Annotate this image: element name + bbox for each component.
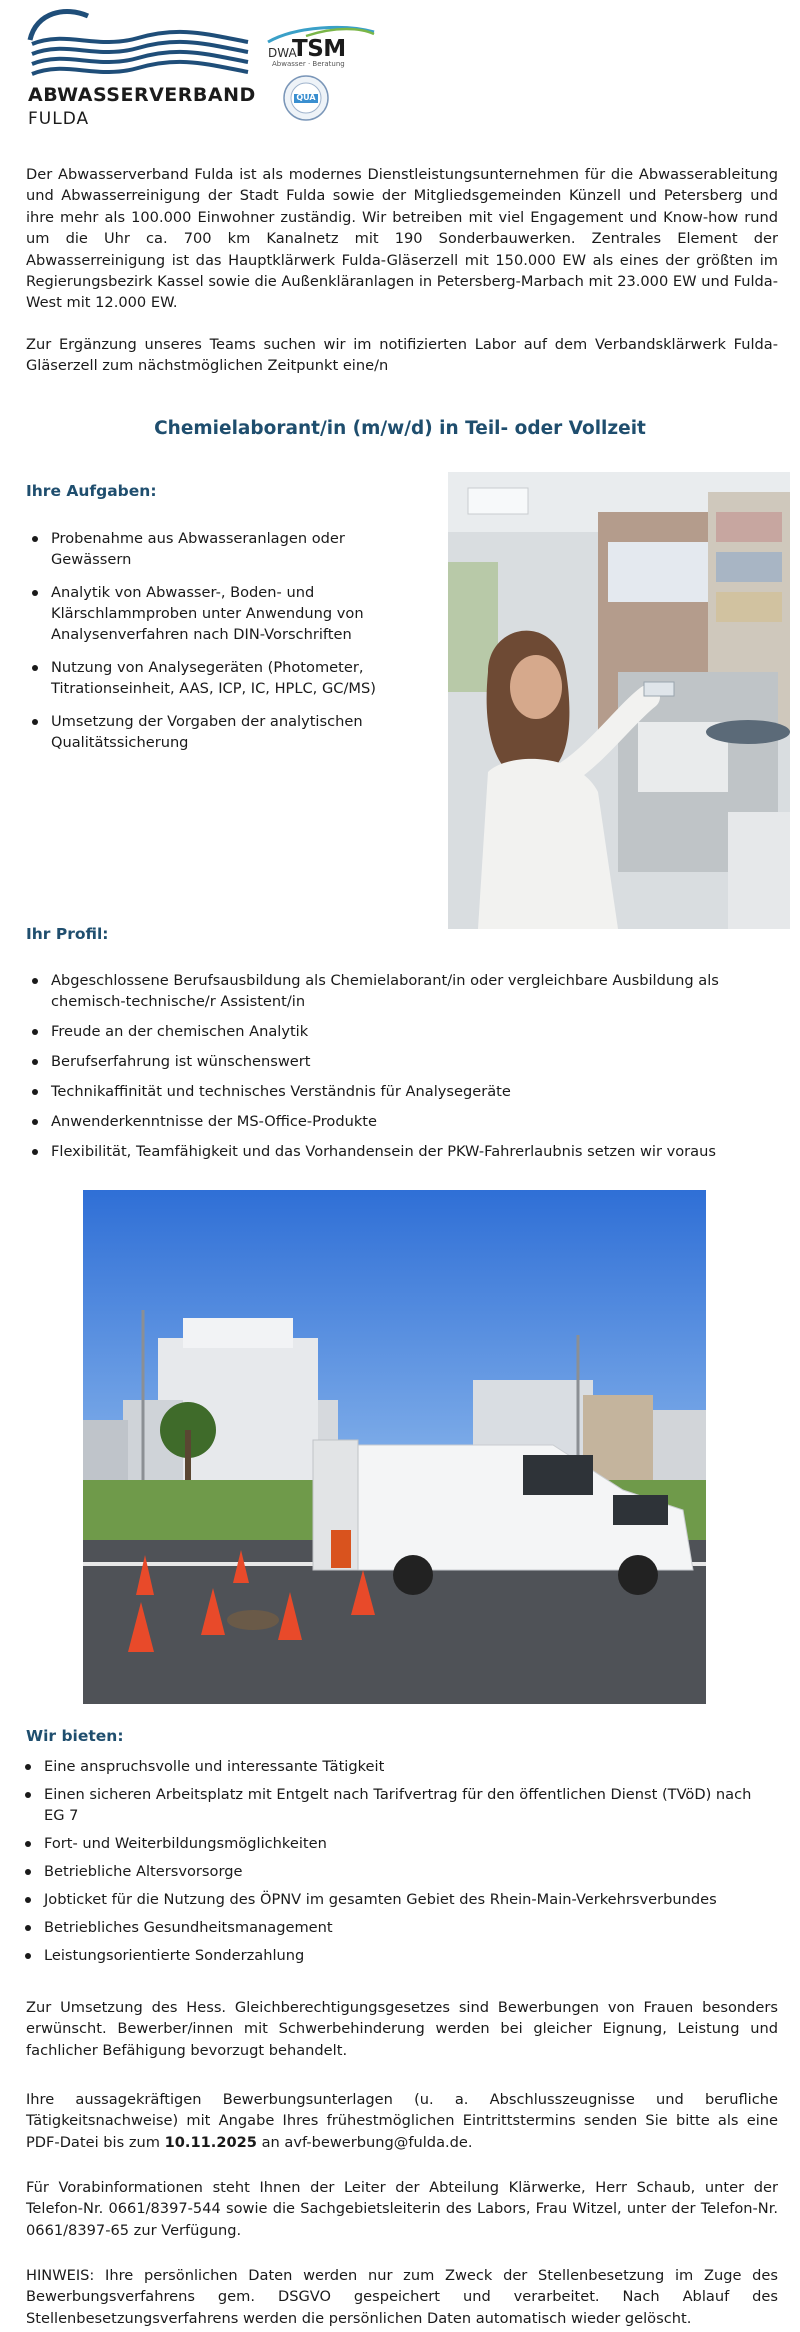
tasks-heading: Ihre Aufgaben: <box>26 482 157 500</box>
offer-heading: Wir bieten: <box>26 1727 124 1745</box>
profile-item <box>26 1141 778 1162</box>
profile-item <box>26 1051 778 1072</box>
application-email[interactable]: an avf-bewerbung@fulda.de. <box>261 2133 473 2151</box>
intro-paragraph: Der Abwasserverband Fulda ist als modernes Dienstleistungsunternehmen für die Abwasserableitung und Abwasserreinigung der Stadt Fulda sowie der Mitgliedsgemeinden Künzell und Petersberg und ihre mehr als 100.000 Einwohner zuständig. Wir betreiben mit viel Engagement und Know-how rund um die Uhr ca. 700 km Kanalnetz mit 190 Sonderbauwerken. Zentrales Element der Abwasserreinigung ist das Hauptklärwerk Fulda-Gläserzell mit 150.000 EW als eines der größten im Regierungsbezirk Kassel sowie die Außenkläranlagen in Petersberg-Marbach mit 23.000 EW und Fulda-West mit 12.000 EW. <box>26 166 778 312</box>
offer-item-text: Leistungsorientierte Sonderzahlung <box>44 1947 305 1964</box>
seal-label: QUA <box>296 93 316 102</box>
org-name: ABWASSERVERBAND <box>28 84 256 106</box>
tsm-badge <box>266 24 376 70</box>
org-city: FULDA <box>28 109 90 129</box>
tasks-item <box>26 657 426 699</box>
offer-item-text: Betriebliches Gesundheitsmanagement <box>44 1919 333 1936</box>
offer-item-text: Fort- und Weiterbildungsmöglichkeiten <box>44 1835 327 1852</box>
equality-paragraph: Zur Umsetzung des Hess. Gleichberechtigungsgesetzes sind Bewerbungen von Frauen besonders erwünscht. Bewerber/innen mit Schwerbehinderung werden bei gleicher Eignung, Leistung und fachlicher Befähigung bevorzugt behandelt. <box>26 1999 778 2059</box>
profile-item <box>26 1081 778 1102</box>
tasks-item <box>26 711 426 753</box>
offer-item-text: Betriebliche Altersvorsorge <box>44 1863 243 1880</box>
tasks-item-text: Umsetzung der Vorgaben der analytischen Qualitätssicherung <box>51 713 363 751</box>
bullet-icon <box>25 1841 31 1847</box>
bullet-icon <box>32 1119 38 1125</box>
profile-item-text: Technikaffinität und technisches Verständnis für Analysegeräte <box>51 1083 511 1100</box>
offer-item-text: Einen sicheren Arbeitsplatz mit Entgelt nach Tarifvertrag für den öffentlichen Dienst (TVöD) nach EG 7 <box>44 1786 752 1824</box>
profile-heading: Ihr Profil: <box>26 925 109 943</box>
tasks-list <box>26 528 426 765</box>
tasks-item-text: Analytik von Abwasser-, Boden- und Klärschlammproben unter Anwendung von Analysenverfahren nach DIN-Vorschriften <box>51 584 364 643</box>
plant-image <box>83 1190 706 1704</box>
wave-logo-icon <box>26 4 251 82</box>
search-paragraph: Zur Ergänzung unseres Teams suchen wir im notifizierten Labor auf dem Verbandsklärwerk Fulda-Gläserzell zum nächstmöglichen Zeitpunkt eine/n <box>26 336 778 375</box>
profile-item-text: Flexibilität, Teamfähigkeit und das Vorhandensein der PKW-Fahrerlaubnis setzen wir voraus <box>51 1143 716 1160</box>
offer-list <box>19 1756 771 1973</box>
tsm-caption: Abwasser · Beratung <box>272 60 345 68</box>
header <box>26 4 386 132</box>
bullet-icon <box>32 719 38 725</box>
bullet-icon <box>32 1149 38 1155</box>
profile-item-text: Anwenderkenntnisse der MS-Office-Produkte <box>51 1113 377 1130</box>
offer-item <box>19 1784 771 1826</box>
tsm-name: TSM <box>292 36 346 62</box>
tasks-item-text: Probenahme aus Abwasseranlagen oder Gewässern <box>51 530 345 568</box>
plant-photo <box>83 1190 706 1704</box>
profile-item-text: Abgeschlossene Berufsausbildung als Chemielaborant/in oder vergleichbare Ausbildung als chemisch-technische/r Assistent/in <box>51 972 719 1010</box>
lab-image <box>448 472 790 929</box>
lab-photo <box>448 472 790 929</box>
tsm-prefix: DWA <box>268 46 297 60</box>
profile-item-text: Berufserfahrung ist wünschenswert <box>51 1053 311 1070</box>
bullet-icon <box>25 1869 31 1875</box>
application-deadline: 10.11.2025 <box>164 2133 257 2151</box>
quality-seal <box>282 74 330 122</box>
offer-item <box>19 1917 771 1938</box>
bullet-icon <box>25 1925 31 1931</box>
tasks-item <box>26 582 426 645</box>
bullet-icon <box>32 536 38 542</box>
offer-item <box>19 1945 771 1966</box>
bullet-icon <box>32 978 38 984</box>
offer-item <box>19 1756 771 1777</box>
profile-list <box>26 970 778 1171</box>
offer-item <box>19 1861 771 1882</box>
offer-item <box>19 1889 771 1910</box>
job-title: Chemielaborant/in (m/w/d) in Teil- oder Vollzeit <box>154 418 646 439</box>
bullet-icon <box>25 1792 31 1798</box>
bullet-icon <box>25 1953 31 1959</box>
bullet-icon <box>32 665 38 671</box>
bullet-icon <box>32 1059 38 1065</box>
offer-item-text: Jobticket für die Nutzung des ÖPNV im gesamten Gebiet des Rhein-Main-Verkehrsverbundes <box>44 1891 717 1908</box>
bullet-icon <box>25 1764 31 1770</box>
bullet-icon <box>32 590 38 596</box>
tasks-item-text: Nutzung von Analysegeräten (Photometer, Titrationseinheit, AAS, ICP, IC, HPLC, GC/MS) <box>51 659 376 697</box>
application-text: Ihre aussagekräftigen Bewerbungsunterlagen (u. a. Abschlusszeugnisse und berufliche Tätigkeitsnachweise) mit Angabe Ihres frühestmöglichen Eintrittstermins senden Sie bitte als eine PDF-Datei bis zum <box>26 2091 778 2151</box>
bullet-icon <box>32 1029 38 1035</box>
tasks-item <box>26 528 426 570</box>
profile-item <box>26 970 778 1012</box>
contact-paragraph: Für Vorabinformationen steht Ihnen der Leiter der Abteilung Klärwerke, Herr Schaub, unter der Telefon-Nr. 0661/8397-544 sowie die Sachgebietsleiterin des Labors, Frau Witzel, unter der Telefon-Nr. 0661/8397-65 zur Verfügung. <box>26 2179 778 2239</box>
bullet-icon <box>32 1089 38 1095</box>
profile-item-text: Freude an der chemischen Analytik <box>51 1023 309 1040</box>
application-paragraph <box>26 2089 778 2153</box>
offer-item <box>19 1833 771 1854</box>
privacy-notice: HINWEIS: Ihre persönlichen Daten werden nur zum Zweck der Stellenbesetzung im Zuge des Bewerbungsverfahrens gem. DSGVO gespeichert und verarbeitet. Nach Ablauf des Stellenbesetzungsverfahrens werden die persönlichen Daten automatisch wieder gelöscht. <box>26 2267 778 2327</box>
bullet-icon <box>25 1897 31 1903</box>
profile-item <box>26 1111 778 1132</box>
profile-item <box>26 1021 778 1042</box>
offer-item-text: Eine anspruchsvolle und interessante Tätigkeit <box>44 1758 385 1775</box>
